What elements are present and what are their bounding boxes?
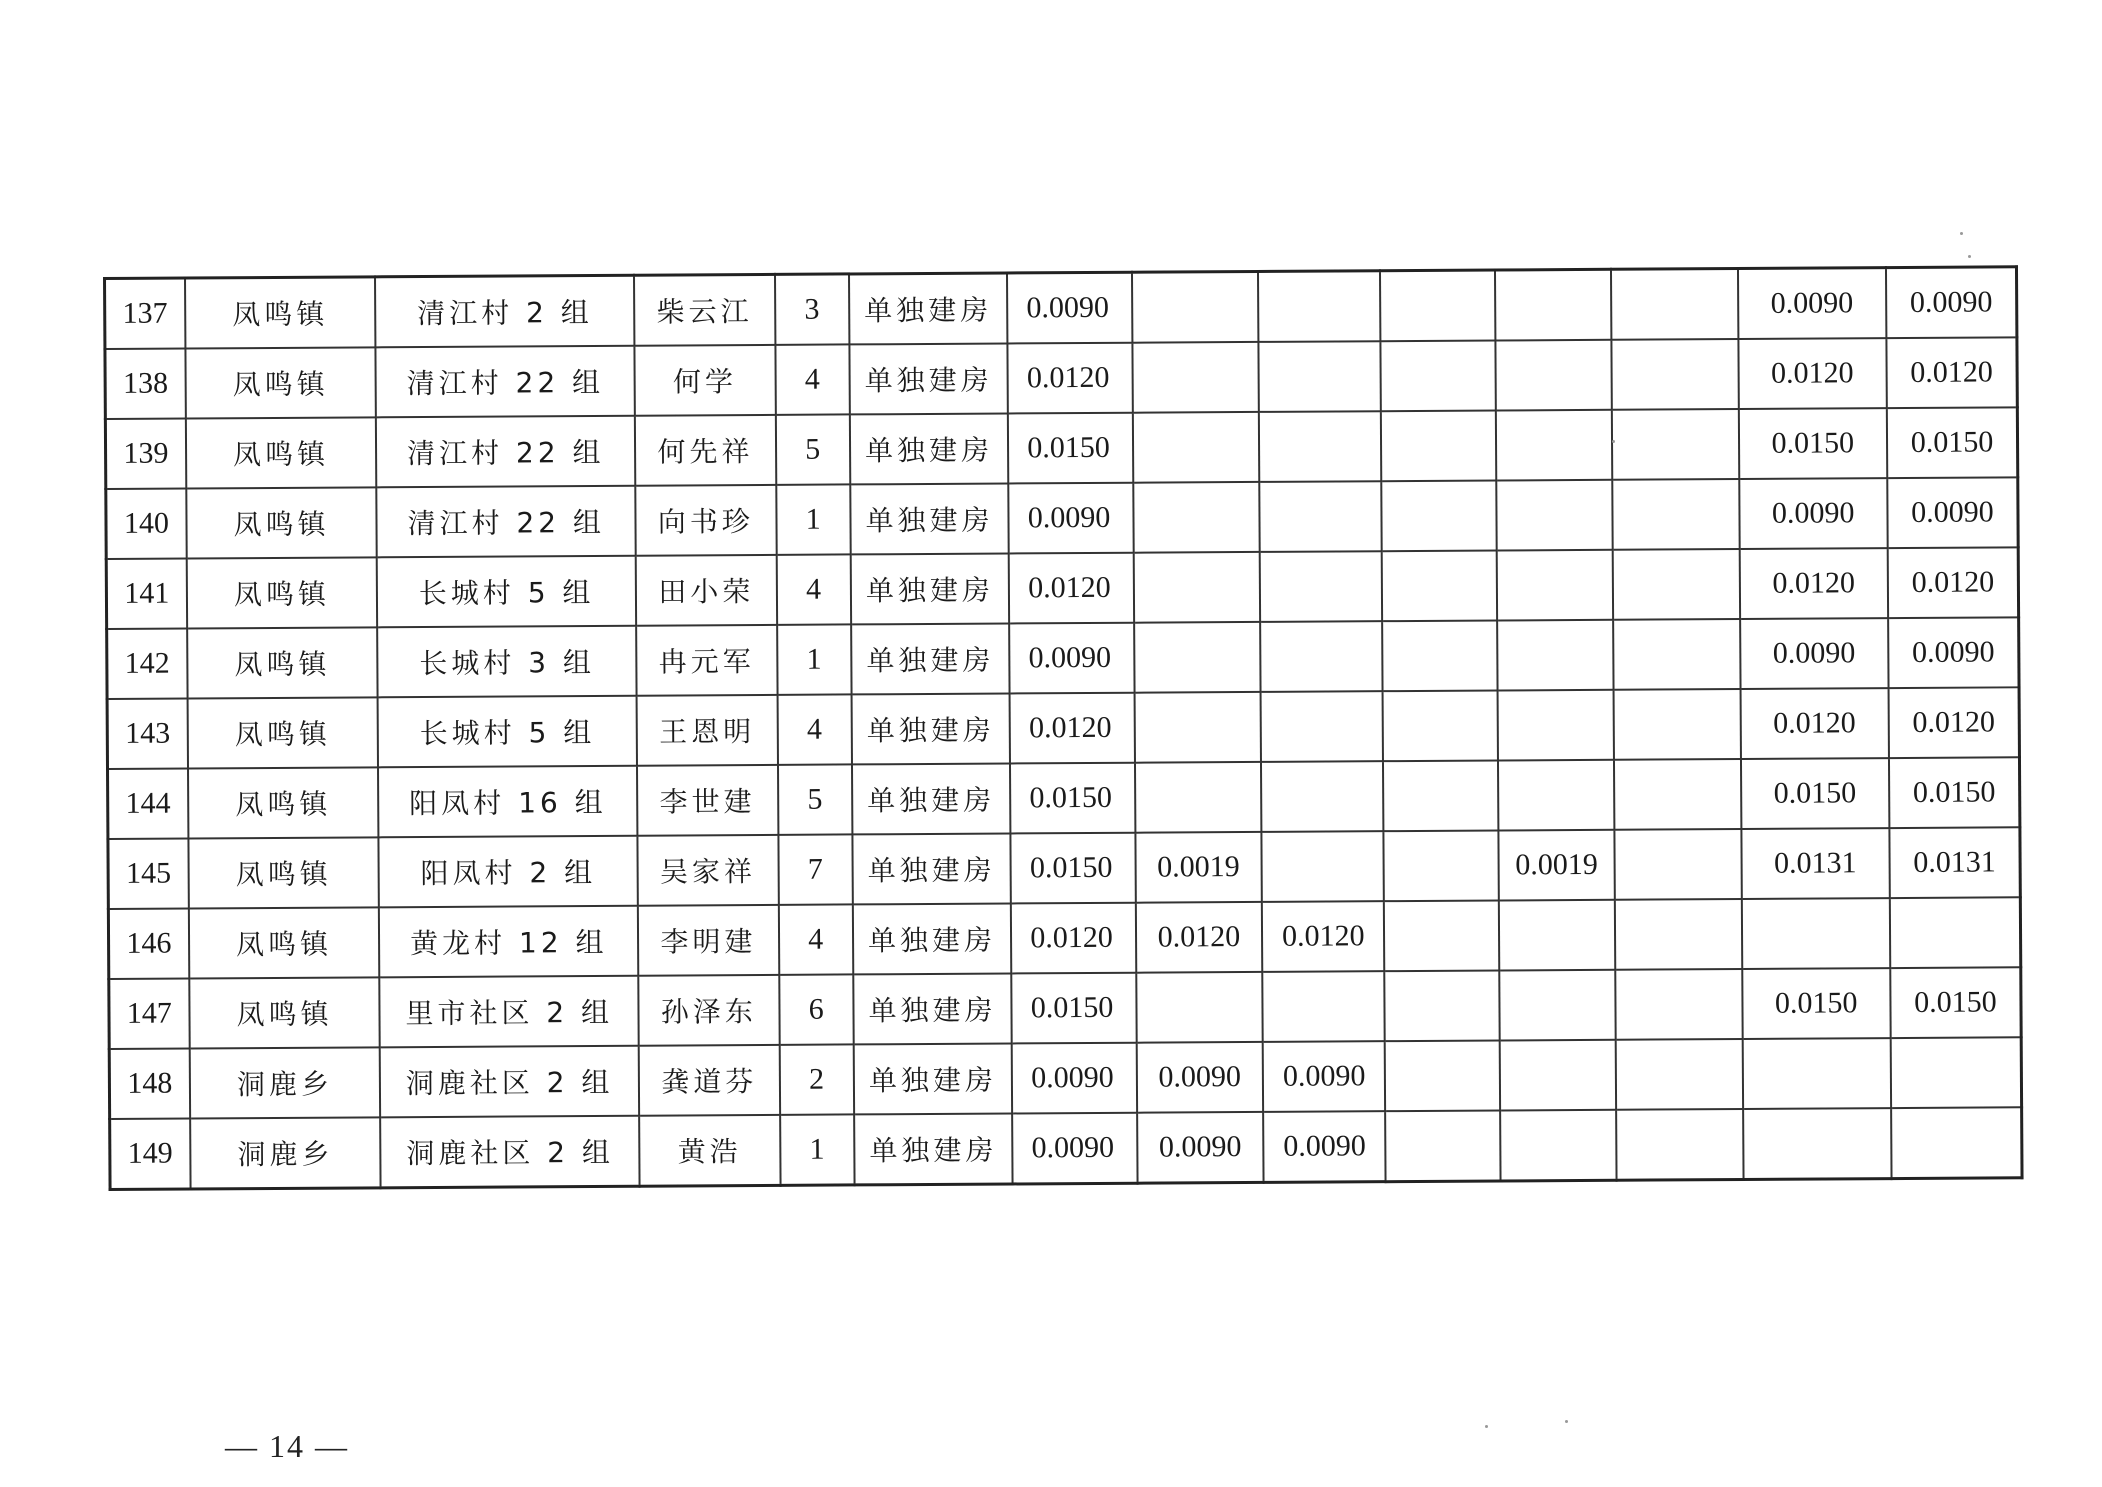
cell-build-type: 单独建房 <box>851 623 1010 694</box>
cell-township: 凤鸣镇 <box>189 907 380 978</box>
cell-village-group: 洞鹿社区 2 组 <box>380 1116 639 1188</box>
cell-row-number: 146 <box>108 908 189 978</box>
cell-row-number: 137 <box>105 278 186 349</box>
cell-total-area: 0.0090 <box>1007 272 1132 343</box>
cell-row-number: 141 <box>106 558 187 628</box>
cell-household-size: 1 <box>780 1114 855 1185</box>
cell-value-col-8 <box>1135 762 1262 833</box>
cell-value-col-11 <box>1499 1040 1616 1111</box>
cell-value-col-13: 0.0090 <box>1740 618 1889 689</box>
cell-value-col-14: 0.0090 <box>1886 267 2017 338</box>
cell-total-area: 0.0120 <box>1011 903 1136 974</box>
cell-value-col-9 <box>1259 411 1382 482</box>
cell-value-col-8 <box>1133 552 1260 623</box>
cell-value-col-11 <box>1499 900 1616 971</box>
cell-village-group: 清江村 22 组 <box>376 416 635 488</box>
table-row <box>109 1037 2021 1119</box>
cell-value-col-12 <box>1611 269 1738 340</box>
cell-value-col-8: 0.0090 <box>1136 1042 1263 1113</box>
cell-value-col-10 <box>1380 270 1495 341</box>
cell-total-area: 0.0150 <box>1010 763 1135 834</box>
cell-applicant-name: 何先祥 <box>635 415 776 486</box>
cell-township: 凤鸣镇 <box>187 627 378 698</box>
cell-township: 凤鸣镇 <box>185 347 376 418</box>
cell-household-size: 4 <box>777 694 852 764</box>
table-row <box>107 617 2019 699</box>
cell-value-col-13 <box>1741 898 1890 969</box>
cell-household-size: 2 <box>779 1044 854 1114</box>
cell-value-col-14: 0.0150 <box>1889 757 2020 828</box>
cell-row-number: 140 <box>106 488 187 558</box>
scan-speck <box>1565 1420 1568 1423</box>
cell-total-area: 0.0120 <box>1009 553 1134 624</box>
cell-village-group: 清江村 2 组 <box>375 275 634 347</box>
cell-village-group: 清江村 22 组 <box>377 486 636 558</box>
table-row <box>106 547 2018 629</box>
cell-applicant-name: 黄浩 <box>639 1115 780 1186</box>
cell-value-col-9: 0.0090 <box>1263 1111 1386 1182</box>
cell-value-col-14: 0.0150 <box>1887 407 2018 478</box>
cell-row-number: 143 <box>107 698 188 768</box>
cell-value-col-13: 0.0150 <box>1740 758 1889 829</box>
cell-value-col-14: 0.0090 <box>1887 477 2018 548</box>
cell-value-col-13: 0.0120 <box>1740 688 1889 759</box>
cell-build-type: 单独建房 <box>853 973 1012 1044</box>
cell-township: 洞鹿乡 <box>189 1047 380 1118</box>
cell-value-col-9 <box>1260 621 1383 692</box>
cell-value-col-8: 0.0120 <box>1135 902 1262 973</box>
cell-village-group: 清江村 22 组 <box>376 346 635 418</box>
cell-build-type: 单独建房 <box>852 833 1011 904</box>
cell-value-col-12 <box>1615 829 1742 900</box>
cell-row-number: 144 <box>108 768 189 838</box>
cell-applicant-name: 王恩明 <box>637 695 778 766</box>
cell-total-area: 0.0090 <box>1012 1113 1137 1184</box>
cell-value-col-13: 0.0120 <box>1738 338 1887 409</box>
table-row <box>105 337 2017 419</box>
cell-value-col-8: 0.0090 <box>1137 1112 1264 1183</box>
cell-applicant-name: 田小荣 <box>636 555 777 626</box>
cell-value-col-11 <box>1500 1110 1617 1181</box>
cell-value-col-12 <box>1612 409 1739 480</box>
cell-village-group: 长城村 5 组 <box>378 696 637 768</box>
cell-value-col-12 <box>1612 339 1739 410</box>
cell-value-col-9 <box>1261 761 1384 832</box>
cell-value-col-10 <box>1383 620 1498 691</box>
cell-township: 凤鸣镇 <box>187 697 378 768</box>
cell-value-col-14: 0.0131 <box>1889 827 2020 898</box>
cell-value-col-14: 0.0090 <box>1888 617 2019 688</box>
cell-row-number: 148 <box>109 1048 190 1118</box>
cell-value-col-9: 0.0090 <box>1263 1041 1386 1112</box>
page-number: — 14 — <box>225 1428 349 1464</box>
table-row <box>109 967 2021 1049</box>
cell-build-type: 单独建房 <box>854 1113 1013 1184</box>
cell-build-type: 单独建房 <box>850 413 1009 484</box>
cell-value-col-12 <box>1614 759 1741 830</box>
cell-value-col-14: 0.0120 <box>1888 547 2019 618</box>
cell-value-col-11 <box>1495 340 1612 411</box>
cell-build-type: 单独建房 <box>851 553 1010 624</box>
cell-applicant-name: 吴家祥 <box>638 835 779 906</box>
cell-value-col-11 <box>1499 970 1616 1041</box>
cell-applicant-name: 冉元军 <box>636 625 777 696</box>
cell-value-col-9: 0.0120 <box>1262 901 1385 972</box>
cell-value-col-12 <box>1613 619 1740 690</box>
cell-applicant-name: 李世建 <box>637 765 778 836</box>
scan-speck <box>1485 1425 1488 1428</box>
cell-total-area: 0.0120 <box>1010 693 1135 764</box>
cell-build-type: 单独建房 <box>849 273 1008 344</box>
cell-row-number: 138 <box>105 348 186 418</box>
cell-value-col-11 <box>1495 269 1612 340</box>
cell-value-col-12 <box>1613 549 1740 620</box>
cell-value-col-11 <box>1498 760 1615 831</box>
table-row <box>108 827 2020 909</box>
cell-value-col-13: 0.0150 <box>1742 968 1891 1039</box>
cell-value-col-14: 0.0120 <box>1886 337 2017 408</box>
cell-township: 洞鹿乡 <box>190 1117 381 1189</box>
cell-township: 凤鸣镇 <box>186 417 377 488</box>
cell-value-col-10 <box>1382 550 1497 621</box>
cell-value-col-13: 0.0120 <box>1739 548 1888 619</box>
cell-value-col-8 <box>1134 622 1261 693</box>
table-row <box>105 407 2017 489</box>
cell-household-size: 7 <box>778 834 853 904</box>
cell-total-area: 0.0090 <box>1009 483 1134 554</box>
cell-village-group: 黄龙村 12 组 <box>379 906 638 978</box>
cell-township: 凤鸣镇 <box>186 557 377 628</box>
cell-value-col-12 <box>1615 899 1742 970</box>
cell-value-col-13: 0.0131 <box>1741 828 1890 899</box>
cell-village-group: 阳凤村 2 组 <box>379 836 638 908</box>
cell-value-col-14: 0.0120 <box>1889 687 2020 758</box>
cell-value-col-8 <box>1132 342 1259 413</box>
cell-value-col-10 <box>1381 340 1496 411</box>
scan-speck <box>1612 440 1615 443</box>
land-use-table-container <box>103 265 2024 1191</box>
cell-household-size: 1 <box>776 484 851 554</box>
table-row <box>105 267 2017 349</box>
cell-household-size: 4 <box>776 554 851 624</box>
cell-applicant-name: 何学 <box>635 345 776 416</box>
cell-village-group: 长城村 3 组 <box>377 626 636 698</box>
cell-value-col-13: 0.0090 <box>1739 478 1888 549</box>
cell-build-type: 单独建房 <box>852 763 1011 834</box>
cell-value-col-13 <box>1742 1038 1891 1109</box>
cell-household-size: 6 <box>779 974 854 1044</box>
cell-build-type: 单独建房 <box>853 903 1012 974</box>
cell-value-col-12 <box>1612 479 1739 550</box>
cell-value-col-14 <box>1891 1107 2022 1178</box>
table-row <box>108 897 2020 979</box>
scan-speck <box>1968 255 1971 258</box>
cell-value-col-11 <box>1497 620 1614 691</box>
cell-value-col-13 <box>1743 1108 1892 1179</box>
land-use-table <box>103 265 2024 1191</box>
cell-value-col-9 <box>1262 971 1385 1042</box>
cell-village-group: 长城村 5 组 <box>377 556 636 628</box>
cell-value-col-10 <box>1384 900 1499 971</box>
cell-row-number: 139 <box>105 418 186 488</box>
cell-household-size: 4 <box>775 344 850 414</box>
cell-value-col-14 <box>1891 1037 2022 1108</box>
cell-value-col-10 <box>1384 830 1499 901</box>
table-body <box>105 267 2023 1190</box>
cell-value-col-8: 0.0019 <box>1135 832 1262 903</box>
cell-row-number: 142 <box>107 628 188 698</box>
cell-value-col-9 <box>1260 551 1383 622</box>
cell-value-col-9 <box>1261 691 1384 762</box>
table-row <box>107 687 2019 769</box>
table-row <box>106 477 2018 559</box>
cell-township: 凤鸣镇 <box>186 487 377 558</box>
cell-row-number: 147 <box>109 978 190 1048</box>
cell-value-col-11 <box>1496 480 1613 551</box>
cell-total-area: 0.0150 <box>1011 833 1136 904</box>
cell-row-number: 149 <box>110 1118 191 1189</box>
cell-value-col-9 <box>1258 271 1381 342</box>
cell-value-col-13: 0.0090 <box>1737 268 1886 339</box>
cell-value-col-9 <box>1261 831 1384 902</box>
cell-value-col-8 <box>1136 972 1263 1043</box>
cell-value-col-12 <box>1614 689 1741 760</box>
cell-value-col-11 <box>1497 690 1614 761</box>
cell-total-area: 0.0090 <box>1012 1043 1137 1114</box>
cell-build-type: 单独建房 <box>851 693 1010 764</box>
cell-build-type: 单独建房 <box>850 483 1009 554</box>
cell-household-size: 3 <box>775 274 850 345</box>
cell-value-col-14 <box>1890 897 2021 968</box>
table-row <box>108 757 2020 839</box>
cell-household-size: 4 <box>778 904 853 974</box>
cell-value-col-10 <box>1385 970 1500 1041</box>
cell-applicant-name: 李明建 <box>638 905 779 976</box>
cell-applicant-name: 龚道芬 <box>639 1045 780 1116</box>
cell-total-area: 0.0120 <box>1008 343 1133 414</box>
cell-value-col-9 <box>1258 341 1381 412</box>
cell-value-col-8 <box>1133 482 1260 553</box>
cell-value-col-8 <box>1132 271 1259 342</box>
cell-value-col-14: 0.0150 <box>1890 967 2021 1038</box>
cell-value-col-10 <box>1386 1110 1501 1181</box>
cell-value-col-12 <box>1616 1109 1743 1180</box>
cell-total-area: 0.0150 <box>1012 973 1137 1044</box>
cell-household-size: 5 <box>778 764 853 834</box>
cell-row-number: 145 <box>108 838 189 908</box>
cell-village-group: 洞鹿社区 2 组 <box>380 1046 639 1118</box>
cell-value-col-11 <box>1496 550 1613 621</box>
cell-value-col-10 <box>1385 1040 1500 1111</box>
cell-household-size: 5 <box>775 414 850 484</box>
cell-build-type: 单独建房 <box>849 343 1008 414</box>
cell-township: 凤鸣镇 <box>188 837 379 908</box>
cell-build-type: 单独建房 <box>853 1043 1012 1114</box>
cell-value-col-8 <box>1133 412 1260 483</box>
table-row <box>110 1107 2022 1189</box>
cell-applicant-name: 孙泽东 <box>638 975 779 1046</box>
cell-value-col-10 <box>1382 480 1497 551</box>
cell-value-col-10 <box>1383 760 1498 831</box>
cell-value-col-11: 0.0019 <box>1498 830 1615 901</box>
cell-applicant-name: 柴云江 <box>634 274 775 345</box>
cell-value-col-10 <box>1381 410 1496 481</box>
cell-value-col-9 <box>1259 481 1382 552</box>
cell-applicant-name: 向书珍 <box>635 485 776 556</box>
cell-household-size: 1 <box>777 624 852 694</box>
cell-township: 凤鸣镇 <box>189 977 380 1048</box>
cell-township: 凤鸣镇 <box>188 767 379 838</box>
cell-value-col-10 <box>1383 690 1498 761</box>
scan-speck <box>1960 232 1963 235</box>
cell-value-col-13: 0.0150 <box>1738 408 1887 479</box>
cell-value-col-12 <box>1616 1039 1743 1110</box>
cell-village-group: 里市社区 2 组 <box>380 976 639 1048</box>
cell-village-group: 阳凤村 16 组 <box>378 766 637 838</box>
cell-value-col-11 <box>1496 410 1613 481</box>
cell-total-area: 0.0090 <box>1009 623 1134 694</box>
cell-total-area: 0.0150 <box>1008 413 1133 484</box>
cell-value-col-8 <box>1134 692 1261 763</box>
cell-township: 凤鸣镇 <box>185 277 376 349</box>
cell-value-col-12 <box>1615 969 1742 1040</box>
